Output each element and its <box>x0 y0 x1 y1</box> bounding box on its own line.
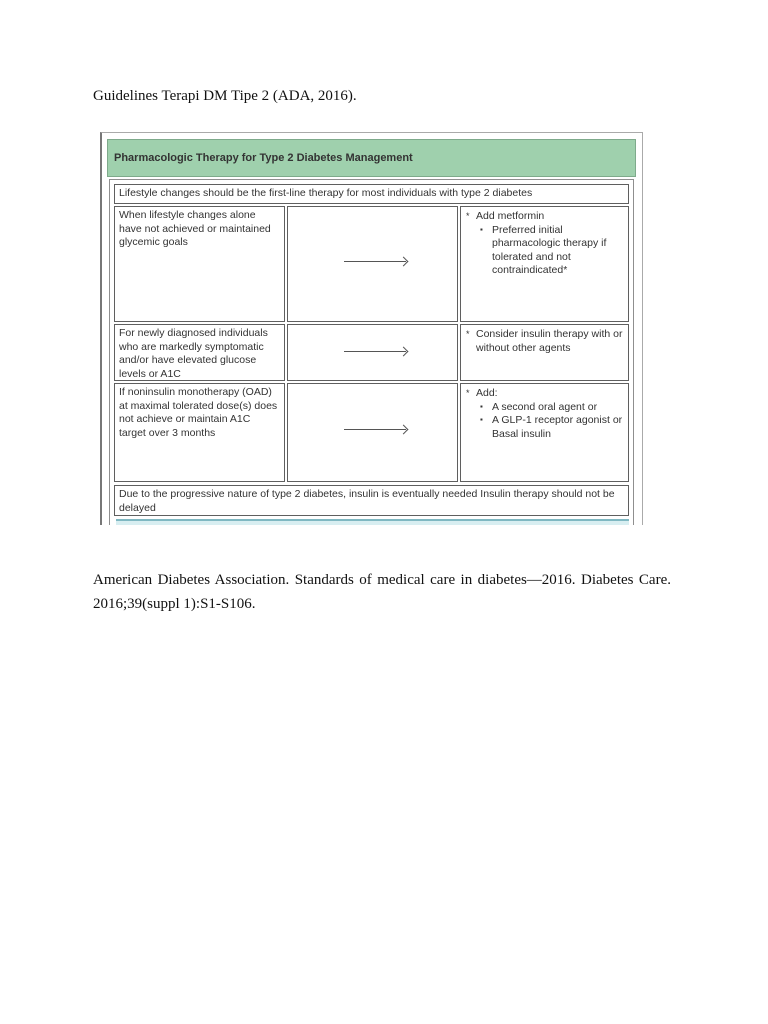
row3-sub-item: ▪ A GLP-1 receptor agonist or Basal insulin <box>466 414 623 441</box>
figure-title: Pharmacologic Therapy for Type 2 Diabetes Management <box>107 139 636 177</box>
right-arrow-icon <box>344 351 406 352</box>
right-arrow-icon <box>344 261 406 262</box>
row1-action <box>460 206 629 322</box>
row1-arrow-cell <box>287 206 458 322</box>
row1-action-item: * Add metformin <box>466 210 623 224</box>
footer-row: Due to the progressive nature of type 2 diabetes, insulin is eventually needed Insulin therapy should not be delayed <box>114 485 629 516</box>
row3-condition: If noninsulin monotherapy (OAD) at maximal tolerated dose(s) does not achieve or maintain A1C target over 3 months <box>114 383 285 482</box>
page-heading: Guidelines Terapi DM Tipe 2 (ADA, 2016). <box>93 88 357 104</box>
row2-arrow-cell <box>287 324 458 381</box>
row2-action-item: * Consider insulin therapy with or without other agents <box>466 328 623 355</box>
row3-action <box>460 383 629 482</box>
row2-condition: For newly diagnosed individuals who are markedly symptomatic and/or have elevated glucose levels or A1C <box>114 324 285 381</box>
row1-condition: When lifestyle changes alone have not achieved or maintained glycemic goals <box>114 206 285 322</box>
row2-action <box>460 324 629 381</box>
figure-bottom-band <box>116 519 629 525</box>
row3-sub-item: ▪ A second oral agent or <box>466 401 623 415</box>
citation: American Diabetes Association. Standards of medical care in diabetes—2016. Diabetes Care. 2016;39(suppl 1):S1-S106. <box>93 572 671 612</box>
row1-sub-item: ▪ Preferred initial pharmacologic therapy if tolerated and not contraindicated* <box>466 224 623 278</box>
therapy-table <box>109 179 634 525</box>
right-arrow-icon <box>344 429 406 430</box>
intro-row: Lifestyle changes should be the first-line therapy for most individuals with type 2 diabetes <box>114 184 629 204</box>
row3-arrow-cell <box>287 383 458 482</box>
therapy-figure <box>100 132 643 525</box>
row3-action-item: * Add: <box>466 387 623 401</box>
